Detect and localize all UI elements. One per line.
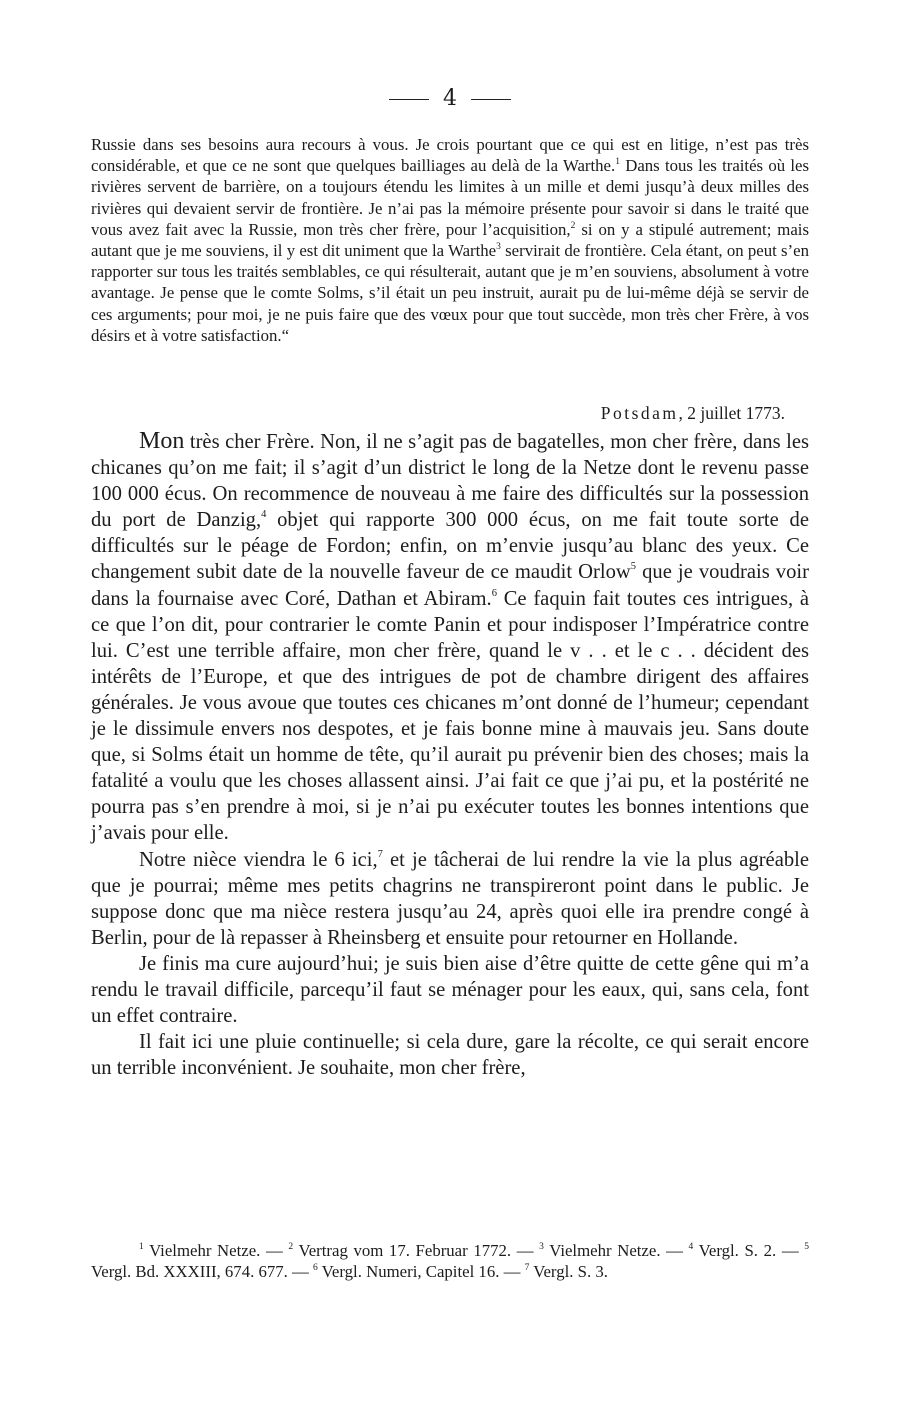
salutation-initial: Mon — [139, 428, 185, 454]
letter-continuation-paragraph — [91, 134, 809, 346]
footnote-marker-6: 6 — [313, 1263, 318, 1274]
footnote-ref-6: 6 — [491, 587, 497, 599]
page-header — [0, 86, 900, 111]
footnote-ref-4: 4 — [261, 509, 267, 521]
text-run: servirait de frontière. Cela étant, on peut s’en rapporter sur tous les traités semblables, ce qui résulterait, autant que je m’en souviens, absolument à votre avantage. Je pense que le comte Solms, s’il était un peu instruit, aurait pu de lui-même déjà se servir de ces arguments; pour moi, je ne puis faire que des vœux pour que tout succède, mon très cher Frère, à vos désirs et à votre satisfaction.“ — [91, 241, 809, 345]
footnote-marker-1: 1 — [139, 1242, 144, 1252]
text-run: si on y a stipulé autrement; mais autant que je me souviens, il y est dit uniment que la Warthe — [91, 219, 809, 261]
footnote-2: Vertrag vom 17. Februar 1772. — — [293, 1241, 540, 1260]
letter-continuation — [91, 134, 809, 346]
footnotes — [91, 1240, 809, 1282]
footnote-block — [91, 1240, 809, 1282]
text-run: très cher Frère. Non, il ne s’agit pas de bagatelles, mon cher frère, dans les chicanes qu’on me fait; il s’agit d’un district le long de la Netze dont le revenu passe 100 000 écus. On recommence de nouveau à me faire des difficultés sur la possession du port de Danzig, — [91, 431, 809, 532]
footnote-marker-5: 5 — [804, 1242, 809, 1252]
text-run: Russie dans ses besoins aura recours à vous. Je crois pourtant que ce qui est en litige, n’est pas très considérable, et que ce ne sont que quelques bailliages au delà de la Warthe. — [91, 135, 809, 176]
footnote-5: Vergl. Bd. XXXIII, 674. 677. — — [91, 1262, 314, 1282]
header-rule-left — [389, 99, 429, 100]
letter-paragraph-3: Je finis ma cure aujourd’hui; je suis bien aise d’être quitte de cette gêne qui m’a rendu le travail difficile, parcequ’il faut se ménager pour les eaux, qui, sans cela, font un effet contraire. — [91, 952, 809, 1028]
footnote-marker-3: 3 — [539, 1242, 544, 1252]
text-run: Dans tous les traités où les rivières servent de barrière, on a toujours étendu les limites à un mille et demi jusqu’à deux milles des rivières qui devaient servir de frontière. Je n’ai pas la mémoire présente pour savoir si dans le traité que vous avez fait avec la Russie, mon très cher frère, pour l’acquisition, — [91, 156, 810, 239]
footnote-ref-2: 2 — [570, 220, 576, 231]
text-run: et je tâcherai de lui rendre la vie la plus agréable que je pourrai; même mes petits chagrins ne transpireront point dans le public. Je suppose donc que ma nièce restera jusqu’au 24, après quoi elle ira prendre congé à Berlin, pour de là repasser à Rheinsberg et ensuite pour retourner en Hollande. — [91, 848, 809, 949]
header-rule-right — [471, 99, 511, 100]
footnote-ref-3: 3 — [496, 242, 501, 253]
dateline — [400, 403, 785, 424]
footnote-ref-5: 5 — [630, 561, 637, 573]
dateline-place: Potsdam — [600, 403, 679, 423]
letter-paragraph-2 — [91, 847, 809, 951]
letter-body — [91, 428, 809, 1081]
dateline-date: , 2 juillet 1773. — [678, 403, 785, 423]
footnote-1: Vielmehr Netze. — — [143, 1241, 289, 1260]
footnote-6: Vergl. Numeri, Capitel 16. — — [317, 1262, 525, 1282]
footnote-ref-1: 1 — [615, 157, 620, 168]
letter-paragraph-1 — [91, 428, 809, 847]
text-run: objet qui rapporte 300 000 écus, on me fait toute sorte de difficultés sur le péage de Fordon; enfin, on m’envie jusqu’au blanc des yeux. Ce changement subit date de la nouvelle faveur de ce maudit Orlow — [91, 509, 809, 584]
footnote-ref-7: 7 — [377, 848, 383, 860]
page-number: 4 — [443, 86, 457, 111]
footnote-marker-2: 2 — [288, 1242, 294, 1252]
footnote-marker-7: 7 — [524, 1263, 530, 1274]
text-run: Notre nièce viendra le 6 ici, — [139, 848, 378, 871]
text-run: que je voudrais voir dans la fournaise avec Coré, Dathan et Abiram. — [91, 561, 809, 610]
footnote-3: Vielmehr Netze. — — [543, 1241, 689, 1260]
footnote-marker-4: 4 — [688, 1242, 694, 1252]
text-run: Ce faquin fait toutes ces intrigues, à ce que l’on dit, pour contrarier le comte Panin et pour indisposer l’Impératrice contre lui. C’est une terrible affaire, mon cher frère, quand le v . . et le c . . décident des intérêts de l’Europe, et que des intrigues de pot de chambre dirigent des affaires générales. Je vous avoue que toutes ces chicanes m’ont donné de l’humeur; cependant je le dissimule envers nos despotes, et je fais bonne mine à mauvais jeu. Sans doute que, si Solms était un homme de tête, qu’il aurait pu prévenir bien des choses; mais la fatalité a voulu que les choses allassent ainsi. J’ai fait ce que j’ai pu, et la postérité ne pourra pas s’en prendre à moi, si je n’ai pu exécuter toutes les bonnes intentions que j’avais pour elle. — [91, 587, 810, 845]
footnote-7: Vergl. S. 3. — [529, 1262, 608, 1282]
letter-paragraph-4: Il fait ici une pluie continuelle; si cela dure, gare la récolte, ce qui serait encore un terrible inconvénient. Je souhaite, mon cher frère, — [91, 1031, 809, 1080]
footnote-4: Vergl. S. 2. — — [693, 1241, 805, 1260]
